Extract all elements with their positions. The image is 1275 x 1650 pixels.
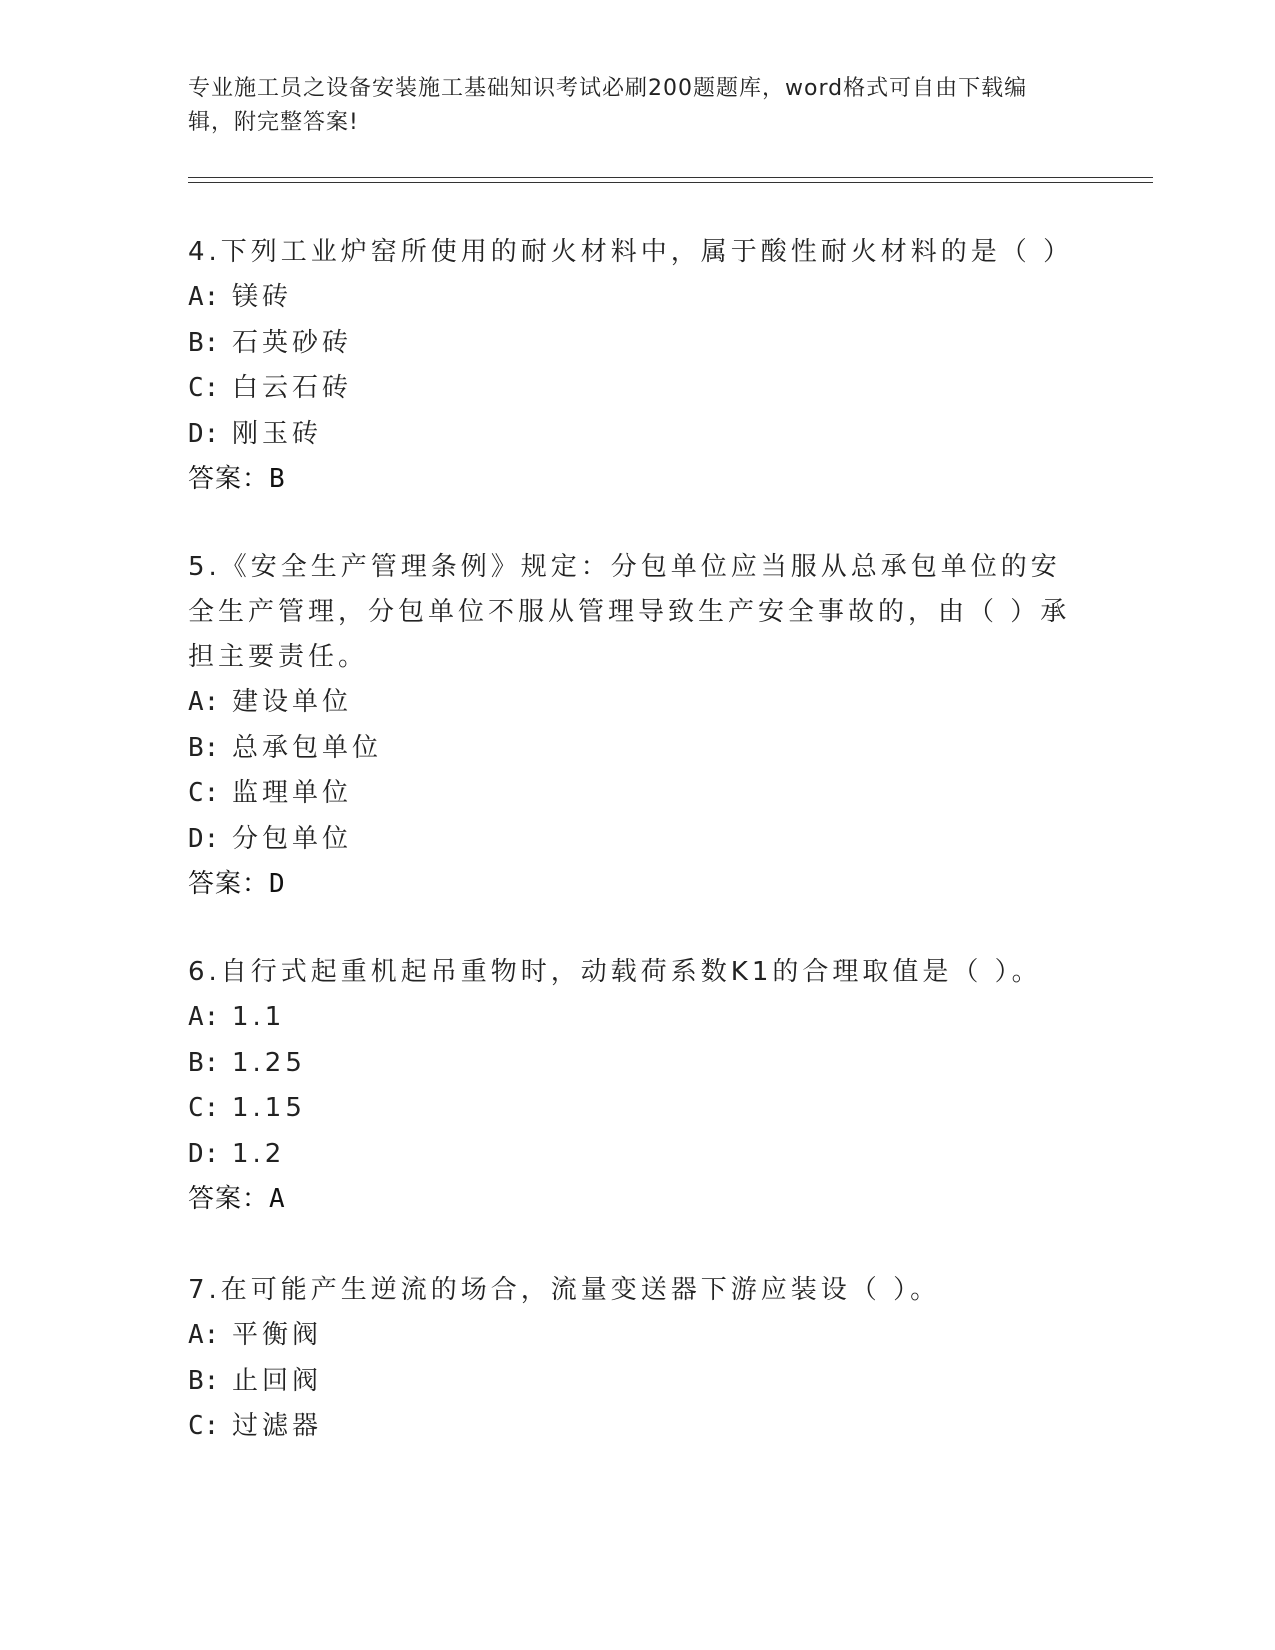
option-c [188, 366, 1088, 412]
option-text: 分包单位 [232, 823, 353, 854]
question-7 [188, 1268, 1088, 1450]
option-b [188, 321, 1088, 367]
option-key: D: [188, 823, 220, 854]
answer-value: D [269, 869, 286, 899]
option-key: C: [188, 778, 220, 808]
option-d [188, 1132, 1088, 1178]
option-a [188, 275, 1088, 321]
answer-value: A [269, 1184, 286, 1214]
option-key: A: [188, 687, 220, 717]
option-key: D: [188, 418, 220, 449]
option-key: A: [188, 1320, 220, 1350]
option-text: 1.15 [232, 1093, 306, 1123]
option-b [188, 726, 1088, 772]
option-key: C: [188, 1411, 220, 1441]
option-text: 1.1 [232, 1002, 286, 1032]
answer-line [188, 457, 1088, 502]
question-stem: 6.自行式起重机起吊重物时，动载荷系数K1的合理取值是（ ）。 [188, 957, 1042, 987]
option-text: 平衡阀 [232, 1320, 323, 1350]
option-key: D: [188, 1138, 220, 1169]
option-b [188, 1041, 1088, 1087]
option-d [188, 412, 1088, 458]
option-key: B: [188, 1365, 220, 1396]
option-text: 过滤器 [232, 1411, 323, 1441]
option-text: 1.2 [232, 1138, 286, 1169]
option-a [188, 995, 1088, 1041]
question-4 [188, 230, 1088, 502]
option-d [188, 817, 1088, 863]
answer-line [188, 1177, 1088, 1222]
question-stem: 4.下列工业炉窑所使用的耐火材料中，属于酸性耐火材料的是（ ） [188, 237, 1074, 267]
option-c [188, 1404, 1088, 1450]
option-text: 石英砂砖 [232, 327, 353, 358]
option-a [188, 680, 1088, 726]
option-text: 刚玉砖 [232, 418, 323, 449]
option-text: 1.25 [232, 1047, 306, 1078]
option-text: 白云石砖 [232, 373, 353, 403]
option-a [188, 1313, 1088, 1359]
document-header: 专业施工员之设备安装施工基础知识考试必刷200题题库，word格式可自由下载编辑，附完整答案! [188, 76, 1028, 135]
option-key: C: [188, 1093, 220, 1123]
answer-label: 答案： [188, 464, 270, 494]
option-key: B: [188, 327, 220, 358]
option-text: 总承包单位 [232, 732, 383, 763]
header-divider-top [188, 177, 1153, 178]
option-b [188, 1359, 1088, 1405]
option-key: C: [188, 373, 220, 403]
answer-line [188, 862, 1088, 907]
answer-label: 答案： [188, 869, 270, 899]
option-key: B: [188, 1047, 220, 1078]
option-key: A: [188, 1002, 220, 1032]
question-6 [188, 950, 1088, 1222]
option-text: 监理单位 [232, 778, 353, 808]
option-text: 镁砖 [232, 282, 293, 312]
header-divider-bottom [188, 182, 1153, 183]
option-key: A: [188, 282, 220, 312]
question-stem: 7.在可能产生逆流的场合，流量变送器下游应装设（ ）。 [188, 1275, 941, 1305]
option-c [188, 1086, 1088, 1132]
question-stem: 5.《安全生产管理条例》规定：分包单位应当服从总承包单位的安全生产管理，分包单位不服从管理导致生产安全事故的，由（ ）承担主要责任。 [188, 552, 1071, 672]
option-c [188, 771, 1088, 817]
option-text: 建设单位 [232, 687, 353, 717]
answer-label: 答案： [188, 1184, 270, 1214]
question-5 [188, 545, 1088, 907]
option-key: B: [188, 732, 220, 763]
option-text: 止回阀 [232, 1365, 323, 1396]
answer-value: B [269, 464, 286, 494]
